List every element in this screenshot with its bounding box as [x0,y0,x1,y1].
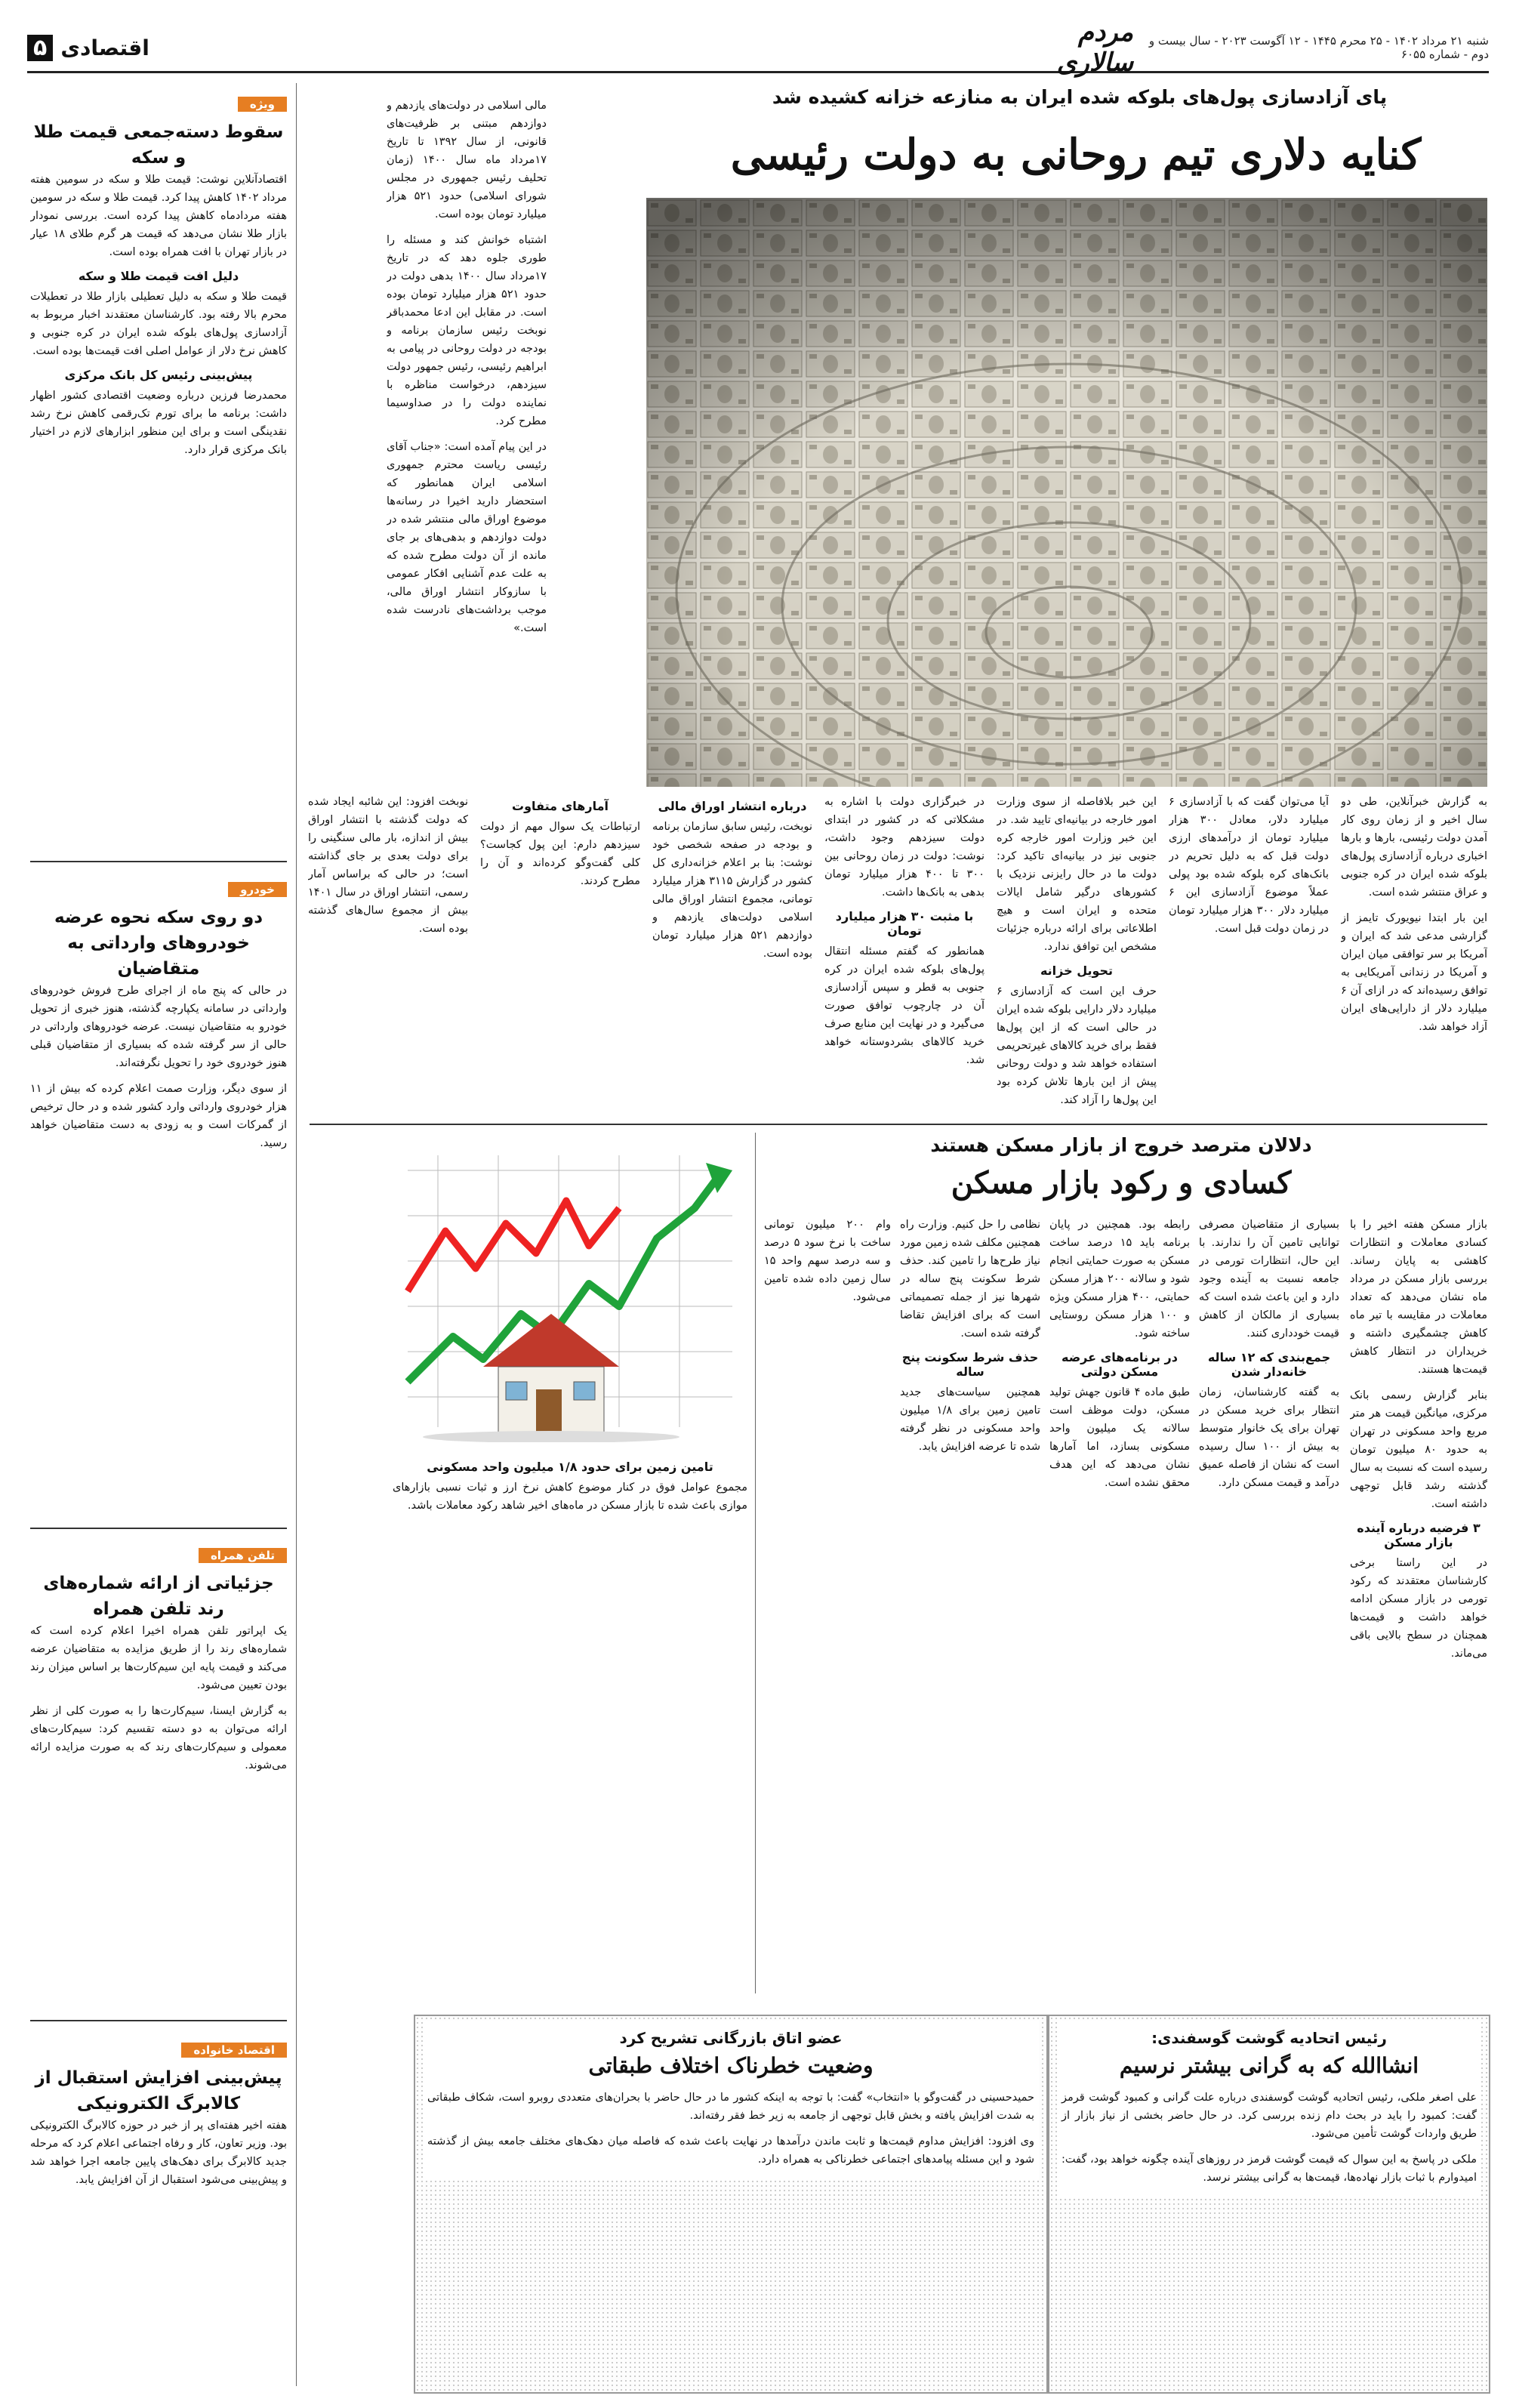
subheading: با مثبت ۳۰ هزار میلیارد تومان [835,909,974,938]
lead-column-6 [1169,793,1329,1110]
housing-column-4 [900,1216,1040,1993]
paragraph: رابطه بود. همچنین در پایان برنامه باید ۱۵ درصد ساخت مسکن به صورت حمایتی انجام شود و سالانه ۲۰۰ هزار مسکن حمایتی، ۴۰۰ هزار مسکن ویژه و ۱۰۰ هزار مسکن روستایی ساخته شود. [1049,1219,1190,1340]
paragraph: مالی اسلامی در دولت‌های یازدهم و دوازدهم مبتنی بر ظرفیت‌های قانونی، از سال ۱۳۹۲ تا تاریخ ۱۷مرداد ماه سال ۱۴۰۰ (زمان تحلیف رئیس جمهوری در مجلس شورای اسلامی) حدود ۵۲۱ هزار میلیارد تومان بوده است. [387,100,547,220]
page-header [27,17,1489,78]
housing-column-2 [1199,1216,1339,1993]
section-header [27,29,149,66]
paragraph: در این راستا برخی کارشناسان معتقدند که رکود تورمی در بازار مسکن ادامه خواهد داشت و قیمت‌ها همچنان در سطح بالایی باقی می‌ماند. [1350,1557,1487,1660]
paragraph: محمدرضا فرزین درباره وضعیت اقتصادی کشور اظهار داشت: برنامه ما برای تورم تک‌رقمی کاهش نرخ رشد نقدینگی است و برای این منظور ابزارهای لازم در اختیار بانک مرکزی قرار دارد. [30,390,287,456]
money-photo [646,198,1487,787]
paragraph: حمیدحسینی در گفت‌وگو با «انتخاب» گفت: با توجه به اینکه کشور ما در حال حاضر با بحران‌های متعددی روبرو است، شکاف طبقاتی به شدت افزایش یافته و بخش قابل توجهی از جامعه به زیر خط فقر رفته‌اند. [427,2092,1034,2122]
lead-column-5 [997,793,1157,1110]
paragraph: بنابر گزارش رسمی بانک مرکزی، میانگین قیمت هر متر مربع واحد مسکونی در تهران به حدود ۸۰ میلیون تومان رسیده است که نسبت به سال گذشته رشد قابل توجهی داشته است. [1350,1389,1487,1510]
paragraph: در خبرگزاری دولت با اشاره به مشکلاتی که در کشور در ابتدای دولت سیزدهم وجود داشت، نوشت: دولت در زمان روحانی بین ۳۰۰ تا ۴۰۰ هزار میلیارد تومان بدهی به بانک‌ها داشت. [824,796,984,899]
paragraph: یک اپراتور تلفن همراه اخیرا اعلام کرده است که شماره‌های رند را از طریق مزایده به متقاضیان عرضه می‌کند و قیمت پایه این سیم‌کارت‌ها بر اساس میزان رند بودن تعیین می‌شود. [30,1625,287,1691]
lead-kicker: پای آزادسازی پول‌های بلوکه شده ایران به منازعه خزانه کشیده شد [772,86,1388,108]
sidebar-story-sim [30,1548,287,2021]
paragraph: نظامی را حل کنیم. وزارت راه همچنین مکلف شده زمین مورد نیاز طرح‌ها را تامین کند. حذف شرط سکونت پنج ساله در شهرها نیز از جمله تصمیماتی است که برای افزایش تقاضا گرفته شده است. [900,1219,1040,1340]
subheading: حذف شرط سکونت پنج ساله [901,1350,1039,1379]
box-class-gap [414,2015,1048,2394]
section-title: اقتصادی [60,35,149,60]
paragraph: نوبخت، رئیس سابق سازمان برنامه و بودجه در صفحه شخصی خود نوشت: بنا بر اعلام خزانه‌داری کل کشور در گزارش ۳۱۱۵ هزار میلیارد تومانی، مجموع انتشار اوراق مالی اسلامی دولت‌های یازدهم و دوازدهم ۵۲۱ هزار میلیارد تومان بوده است. [652,821,812,960]
paragraph: وی افزود: افزایش مداوم قیمت‌ها و ثابت ماندن درآمدها در نهایت باعث شده که فاصله میان دهک‌های مختلف جامعه بیش از گذشته شود و این مسئله پیامدهای اجتماعی خطرناکی به همراه دارد. [427,2135,1034,2166]
paragraph: همچنین سیاست‌های جدید تامین زمین برای ۱/۸ میلیون واحد مسکونی در نظر گرفته شده تا عرضه افزایش یابد. [900,1386,1040,1453]
lead-column-3 [652,793,812,1110]
paragraph: ارتباطات یک سوال مهم از دولت سیزدهم دارم: این پول کجاست؟ کلی گفت‌وگو کرده‌اند و آن را مطرح کردند. [480,821,640,887]
story-title: جزئیاتی از ارائه شماره‌های رند تلفن همراه [43,1574,274,1619]
paragraph: همانطور که گفتم مسئله انتقال پول‌های بلوکه شده ایران در کره جنوبی به قطر و سپس آزادسازی آن در چارچوب توافق صورت می‌گیرد و در نهایت این منابع صرف خرید کالاهای بشردوستانه خواهد شد. [824,945,984,1066]
housing-headline: کسادی و رکود بازار مسکن [951,1165,1292,1201]
paragraph: به گزارش خبرآنلاین، طی دو سال اخیر و از زمان روی کار آمدن دولت رئیسی، بارها و بارها اخباری درباره آزادسازی پول‌های بلوکه شده ایران در کره جنوبی و عراق منتشر شده است. [1341,796,1487,899]
paragraph: قیمت طلا و سکه به دلیل تعطیلی بازار طلا در تعطیلات محرم بالا رفته بود. کارشناسان معتقدند اخبار مربوط به آزادسازی پول‌های بلوکه شده ایران در کره جنوبی و کاهش نرخ دلار از عوامل اصلی افت قیمت‌ها بوده است. [30,291,287,357]
story-label: تلفن همراه [199,1548,287,1563]
sidebar-divider [296,83,297,2386]
paragraph: این خبر بلافاصله از سوی وزارت امور خارجه در بیانیه‌ای تایید شد. در این خبر وزارت امور خارجه کره جنوبی نیز در بیانیه‌ای تاکید کرد: دولت ما در حال رایزنی نزدیک با کشورهای درگیر شامل ایالات متحده و ایران است و هیچ اطلاعاتی برای ارائه درباره جزئیات مشخص این توافق ندارد. [997,796,1157,953]
box-headline: انشاالله که به گرانی بیشتر نرسیم [1119,2053,1419,2078]
paragraph: بازار مسکن هفته اخیر را با کسادی معاملات و انتظارات کاهشی به پایان رساند. بررسی بازار مسکن در مرداد ماه نشان می‌دهد که تعداد معاملات در مقایسه با تیر ماه کاهش چشمگیری داشته و خریداران در انتظار کاهش قیمت‌ها هستند. [1350,1219,1487,1376]
paragraph: در این پیام آمده است: «جناب آقای رئیسی ریاست محترم جمهوری اسلامی ایران همانطور که استحضار دارید اخیرا در رسانه‌ها موضوع اوراق مالی منتشر شده در دولت دوازدهم و بدهی‌های بر جای مانده از آن دولت مطرح شده که به علت عدم آشنایی افکار عمومی با سازوکار انتشار اوراق مالی، موجب برداشت‌های نادرست شده است.» [387,441,547,634]
paragraph: مجموع عوامل فوق در کنار موضوع کاهش نرخ ارز و ثبات نسبی بازارهای موازی باعث شده تا بازار مسکن در ماه‌های اخیر شاهد رکود معاملات باشد. [393,1481,747,1512]
lead-column-1b [308,793,468,1110]
section-divider [310,1124,1487,1125]
paragraph: اشتباه خوانش کند و مسئله را طوری جلوه دهد که در تاریخ ۱۷مرداد سال ۱۴۰۰ بدهی دولت در حدود ۵۲۱ هزار میلیارد تومان بوده است. در مقابل این ادعا محمدباقر نوبخت رئیس سازمان برنامه و بودجه در دولت روحانی در پیامی به ابراهیم رئیسی، رئیس جمهور دولت سیزدهم، درخواست مناظره با نماینده دولت را در صداوسیما مطرح کرد. [387,234,547,427]
story-label: اقتصاد خانواده [181,2043,287,2058]
paragraph: وام ۲۰۰ میلیون تومانی ساخت با نرخ سود ۵ درصد و سه درصد سهم واحد ۱۵ سال زمین داده شده تامین می‌شود. [764,1219,891,1303]
paragraph: هفته اخیر هفته‌ای پر از خبر در حوزه کالابرگ الکترونیکی بود. وزیر تعاون، کار و رفاه اجتماعی اعلام کرد که مرحله جدید کالابرگ برای دهک‌های پایین جامعه اجرا خواهد شد و پیش‌بینی می‌شود استقبال از آن افزایش یابد. [30,2120,287,2186]
sidebar-story-kalabarg [30,2043,287,2382]
dateline: شنبه ۲۱ مرداد ۱۴۰۲ - ۲۵ محرم ۱۴۴۵ - ۱۲ آگوست ۲۰۲۳ - سال بیست و دوم - شماره ۶۰۵۵ [1148,34,1489,61]
story-title: سقوط دسته‌جمعی قیمت طلا و سکه [33,122,284,168]
subheading: دلیل افت قیمت طلا و سکه [78,269,239,283]
housing-column-1 [1350,1216,1487,1993]
subheading: پیش‌بینی رئیس کل بانک مرکزی [64,368,253,382]
subheading: تامین زمین برای حدود ۱/۸ میلیون واحد مسکونی [427,1460,713,1474]
subheading: تحویل خزانه [1040,964,1114,978]
paragraph: این بار ابتدا نیویورک تایمز از گزارشی مدعی شد که ایران و آمریکا بر سر توافقی میان ایران و آمریکا در زندانی آمریکایی به توافق رسیده‌اند که در ازای آن ۶ میلیارد دلار از دارایی‌های ایران آزاد خواهد شد. [1341,912,1487,1033]
paragraph: به گزارش ایسنا، سیم‌کارت‌ها را به صورت کلی از نظر ارائه می‌توان به دو دسته تقسیم کرد: سیم‌کارت‌های معمولی و سیم‌کارت‌های رند که به صورت مزایده ارائه می‌شوند. [30,1705,287,1771]
housing-illustration [393,1140,747,1442]
story-title: دو روی سکه نحوه عرضه خودروهای وارداتی به متقاضیان [54,908,263,979]
subheading: درباره انتشار اوراق مالی [658,799,807,813]
housing-column-6 [393,1454,747,1993]
paragraph: بسیاری از متقاضیان مصرفی توانایی تامین آن را ندارند. با این حال، انتظارات تورمی در جامعه نسبت به آینده وجود دارد و این باعث شده است که بسیاری از مالکان از کاهش قیمت خودداری کنند. [1199,1219,1339,1340]
paragraph: علی اصغر ملکی، رئیس اتحادیه گوشت گوسفندی درباره علت گرانی و کمبود گوشت قرمز گفت: کمبود را باید در بحث دام زنده بررسی کرد. در حال حاضر بخشی از نیاز بازار از طریق واردات گوشت تأمین می‌شود. [1062,2092,1477,2140]
lead-column-2 [480,793,640,1110]
rising-chart-house-image [393,1140,747,1442]
banknote-stacks-image [646,198,1487,787]
paragraph: ملکی در پاسخ به این سوال که قیمت گوشت قرمز در روزهای آینده چگونه خواهد بود، گفت: امیدوارم با ثبات بازار نهاده‌ها، قیمت‌ها به گرانی بیشتر نرسد. [1062,2154,1477,2184]
housing-column-3 [1049,1216,1190,1993]
lead-column-4 [824,793,984,1110]
subheading: در برنامه‌های عرضه مسکن دولتی [1062,1350,1178,1379]
box-kicker: رئیس اتحادیه گوشت گوسفندی: [1151,2029,1387,2047]
paragraph: در حالی که پنج ماه از اجرای طرح فروش خودروهای وارداتی در سامانه یکپارچه گذشته، هنوز خبری از تحویل خودرو به متقاضیان نیست. عرضه خودروهای وارداتی در حالی از سر گرفته شده که بسیاری از متقاضیان قبلی هنوز خودروی خود را تحویل نگرفته‌اند. [30,985,287,1069]
story-label: ویژه [238,97,287,112]
paragraph: از سوی دیگر، وزارت صمت اعلام کرده که بیش از ۱۱ هزار خودروی وارداتی وارد کشور شده و در حال ترخیص از گمرکات است و به زودی به دست متقاضیان خواهد رسید. [30,1083,287,1149]
paper-name: مردم سالاری [1056,17,1134,78]
subheading: جمع‌بندی که ۱۲ ساله خانه‌دار شدن [1207,1350,1331,1379]
paragraph: آیا می‌توان گفت که با آزادسازی ۶ میلیارد دلار، معادل ۳۰۰ هزار میلیارد تومان از درآمدهای ارزی دولت قبل که به دلیل تحریم در بانک‌های کره بلوکه شده بود پولی عملاً موضوع آزادسازی این ۶ میلیارد دلار ۳۰۰ هزار میلیارد تومان در زمان دولت قبل است. [1169,796,1329,935]
paragraph: به گفته کارشناسان، زمان انتظار برای خرید مسکن در تهران برای یک خانوار متوسط به بیش از ۱۰۰ سال رسیده است که نشان از فاصله عمیق درآمد و قیمت مسکن دارد. [1199,1386,1339,1489]
paragraph: حرف این است که آزادسازی ۶ میلیارد دلار دارایی بلوکه شده ایران در حالی است که از این پول‌ها فقط برای خرید کالاهای غیرتحریمی استفاده خواهد شد و دولت روحانی پیش از این بارها تلاش کرده بود این پول‌ها را آزاد کند. [997,985,1157,1106]
subheading: آمارهای متفاوت [512,799,609,813]
lead-headline: کنایه دلاری تیم روحانی به دولت رئیسی [730,130,1422,180]
story-title: پیش‌بینی افزایش استقبال از کالابرگ الکترونیکی [35,2068,282,2114]
housing-divider [755,1133,756,1993]
subheading: ۳ فرضیه درباره آینده بازار مسکن [1357,1521,1481,1549]
paragraph: نوبخت افزود: این شائبه ایجاد شده که دولت گذشته با انتشار اوراق بیش از اندازه، بار مالی سنگینی را برای دولت بعدی بر جای گذاشته است؛ در حالی که براساس آمار رسمی، انتشار اوراق در سال ۱۴۰۱ بیش از مجموع سال‌های گذشته بوده است. [308,796,468,935]
sidebar-story-cars [30,882,287,1529]
paragraph: اقتصادآنلاین نوشت: قیمت طلا و سکه در سومین هفته مرداد ۱۴۰۲ کاهش پیدا کرد. قیمت طلا و سکه در سومین هفته مردادماه کاهش پیدا کرده است. بررسی نمودار بازار طلا نشان می‌دهد که قیمت هر گرم طلای ۱۸ عیار در بازار تهران با افت همراه بوده است. [30,174,287,258]
story-label: خودرو [228,882,287,897]
lead-column-7 [1341,793,1487,1110]
masthead [1021,17,1489,78]
page-number: ۵ [27,35,53,61]
sidebar-story-gold [30,97,287,862]
housing-kicker: دلالان مترصد خروج از بازار مسکن هستند [930,1134,1312,1156]
box-headline: وضعیت خطرناک اختلاف طبقاتی [588,2053,874,2078]
paragraph: طبق ماده ۴ قانون جهش تولید مسکن، دولت موظف است سالانه یک میلیون واحد مسکونی بسازد، اما آمارها نشان می‌دهد که این هدف محقق نشده است. [1049,1386,1190,1489]
box-meat-prices [1048,2015,1490,2394]
box-kicker: عضو اتاق بازرگانی تشریح کرد [619,2029,843,2047]
housing-column-5 [764,1216,891,1993]
